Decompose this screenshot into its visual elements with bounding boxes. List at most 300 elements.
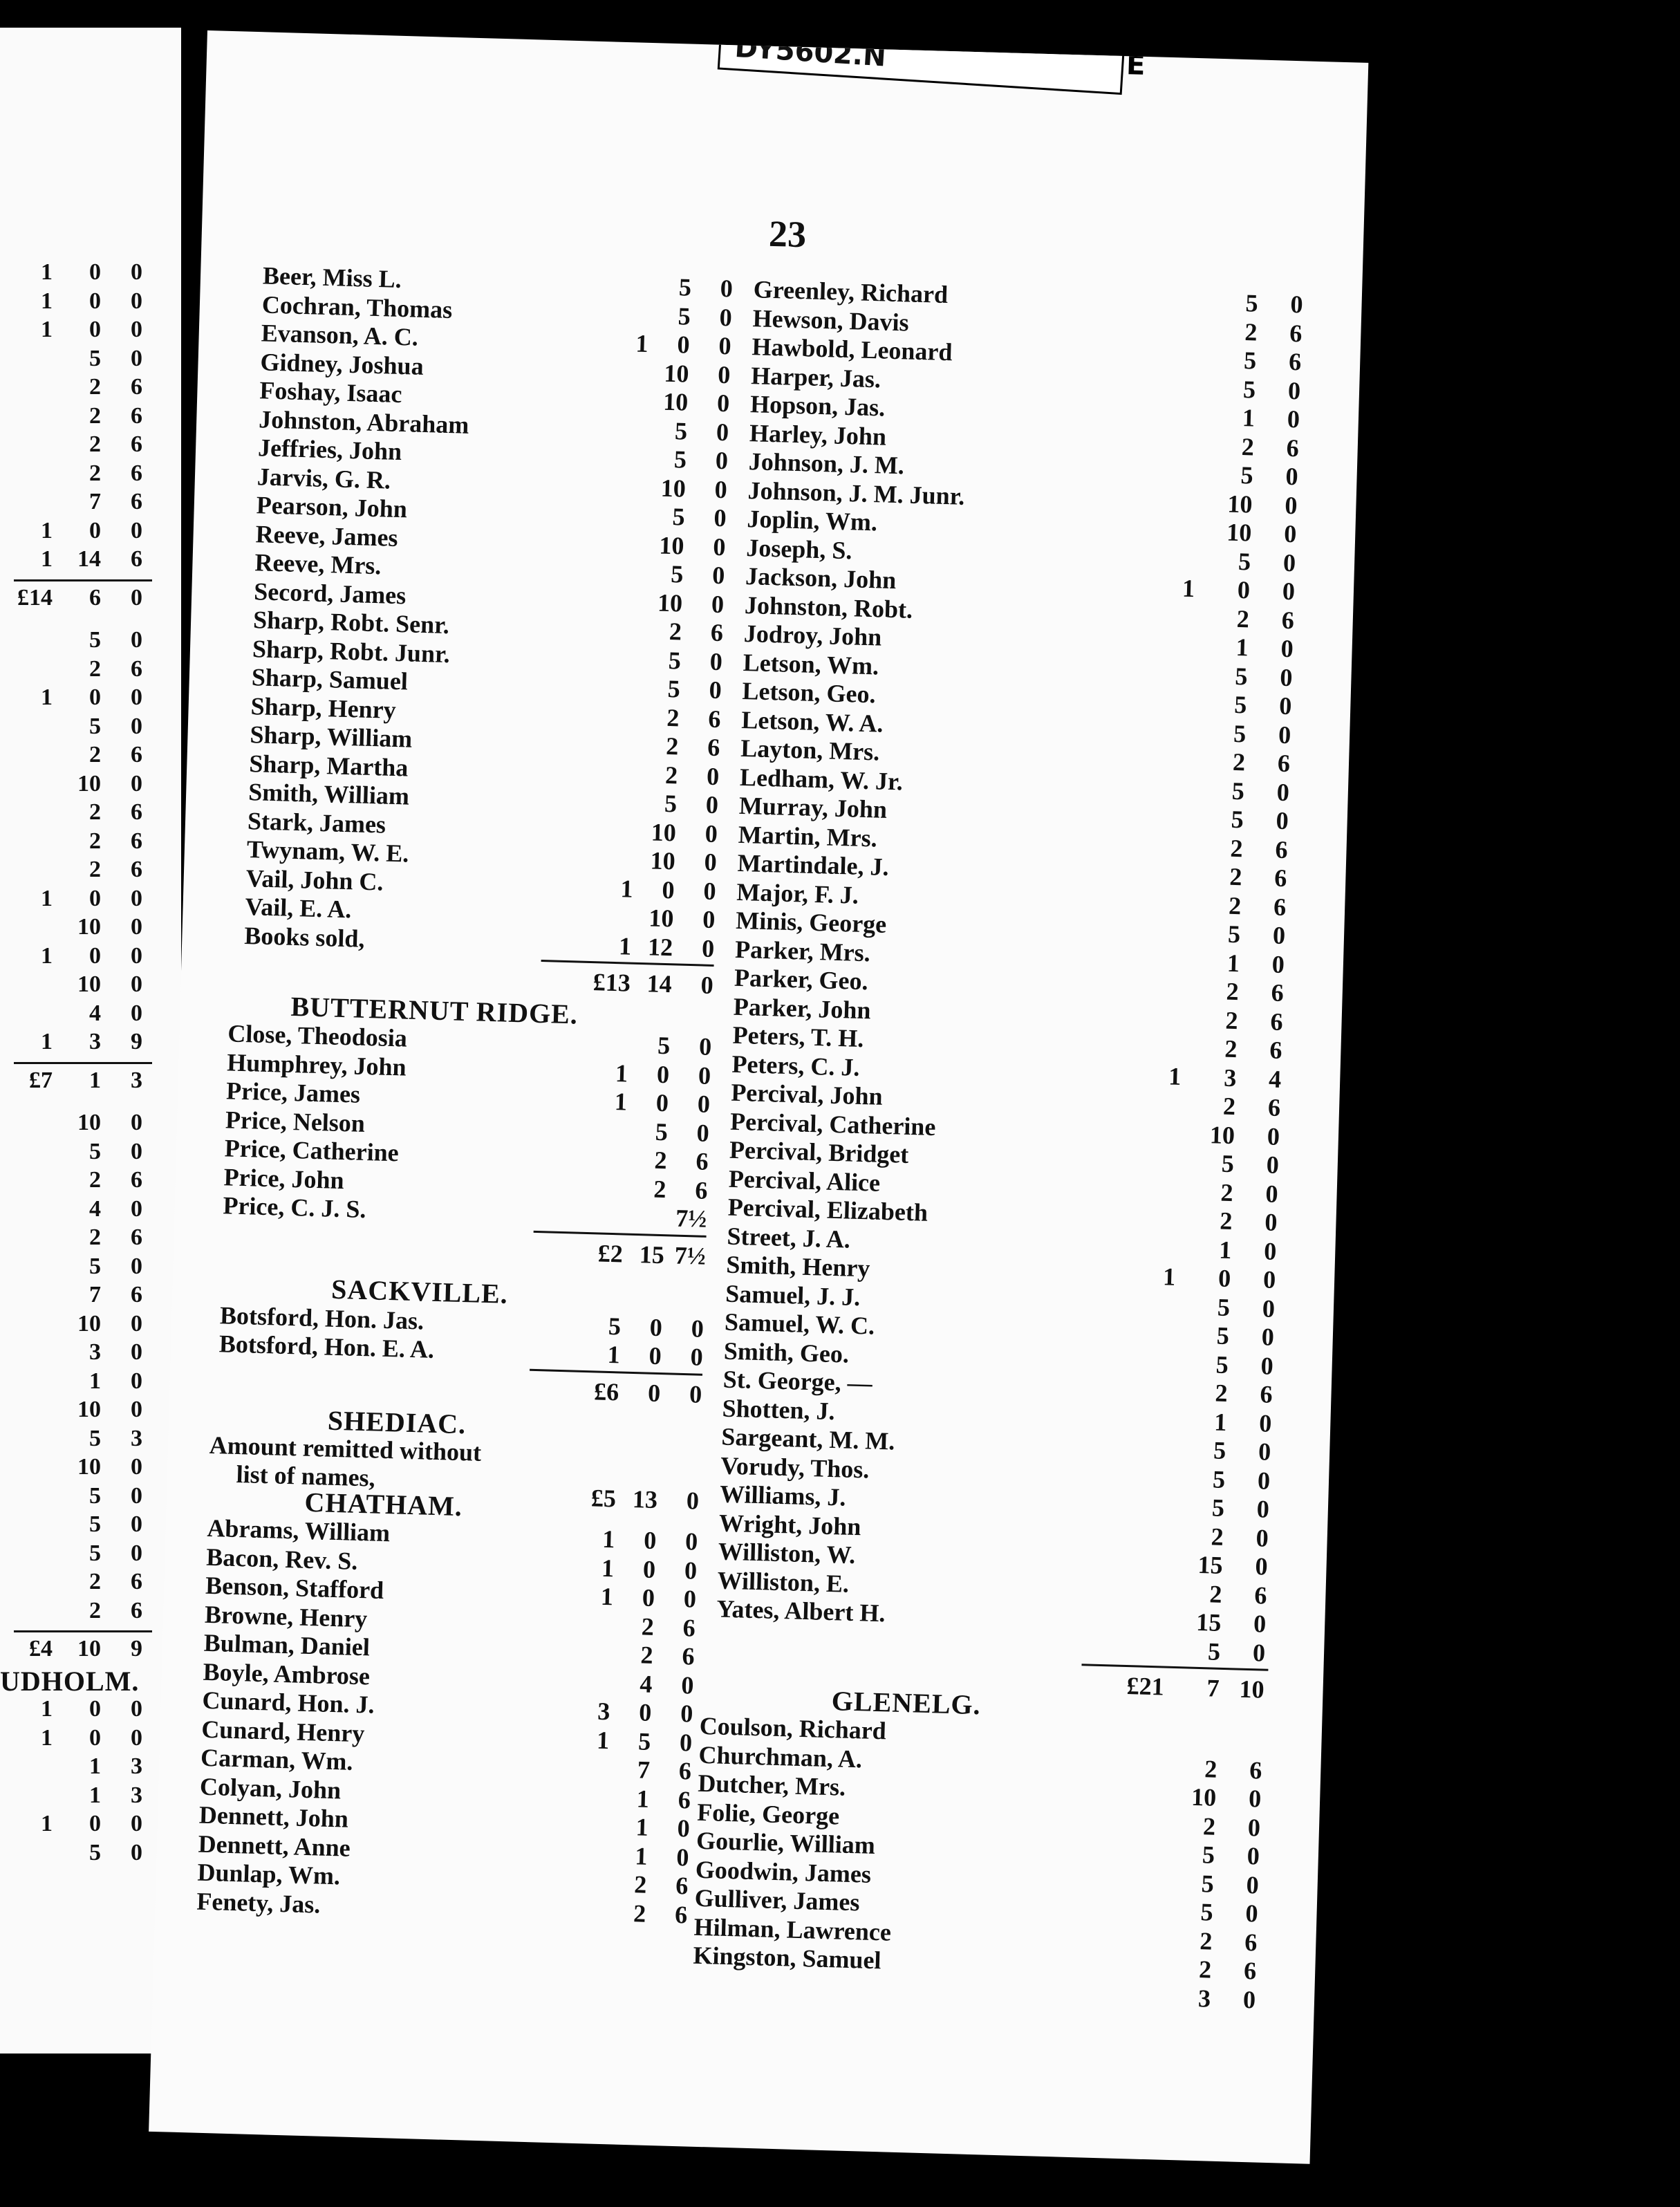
facing-pence: 0 xyxy=(131,942,142,969)
facing-pounds: 1 xyxy=(41,685,53,710)
amount-pence: 6 xyxy=(674,1900,688,1928)
amount-pounds: £13 xyxy=(592,968,631,997)
entry-name: Hawbold, Leonard xyxy=(751,333,953,366)
amount-shillings: 5 xyxy=(1238,547,1251,575)
entry-name: Gulliver, James xyxy=(694,1883,861,1917)
amount-pence: 0 xyxy=(698,1032,712,1061)
amount-shillings: 4 xyxy=(639,1669,653,1698)
amount-shillings: 2 xyxy=(1236,604,1250,633)
facing-shillings: 2 xyxy=(89,374,101,400)
facing-pounds: 1 xyxy=(41,942,53,969)
amount-pence: 0 xyxy=(1265,1179,1279,1208)
amount-shillings: 5 xyxy=(1233,719,1247,747)
entry-name: Parker, Mrs. xyxy=(734,935,871,967)
amount-pounds: 1 xyxy=(607,1340,621,1369)
entry-name: Price, C. J. S. xyxy=(223,1191,366,1224)
entry-name: Coulson, Richard xyxy=(699,1711,887,1745)
facing-pence: 0 xyxy=(131,685,142,710)
amount-shillings: 2 xyxy=(1244,317,1258,346)
amount-pence: 6 xyxy=(1244,1928,1258,1956)
entry-name: Sharp, William xyxy=(250,720,413,753)
entry-name: Johnston, Abraham xyxy=(258,404,469,439)
facing-shillings: 2 xyxy=(89,402,101,429)
amount-pounds: 1 xyxy=(601,1554,615,1582)
amount-shillings: 5 xyxy=(670,560,684,588)
amount-pounds: £5 xyxy=(590,1484,617,1513)
amount-pence: 6 xyxy=(694,1175,709,1204)
entry-name: Humphrey, John xyxy=(226,1047,407,1081)
amount-pence: 6 xyxy=(1249,1756,1262,1785)
amount-pence: 0 xyxy=(1242,1985,1256,2013)
amount-pence: 0 xyxy=(691,1314,704,1343)
facing-shillings: 6 xyxy=(89,584,101,611)
entry-name: Smith, William xyxy=(248,778,410,810)
amount-shillings: 0 xyxy=(677,330,691,359)
facing-shillings: 5 xyxy=(89,1425,101,1451)
section-heading-glenelg: GLENELG. xyxy=(831,1684,982,1720)
entry-name: Dunlap, Wm. xyxy=(197,1858,341,1890)
amount-pence: 0 xyxy=(705,790,719,819)
facing-shillings: 5 xyxy=(89,345,101,371)
amount-pence: 6 xyxy=(707,705,722,733)
amount-pence: 0 xyxy=(1253,1610,1267,1638)
facing-shillings: 2 xyxy=(89,460,101,486)
entry-name: Benson, Stafford xyxy=(205,1571,384,1604)
facing-shillings: 4 xyxy=(89,1195,101,1222)
entry-name: Yates, Albert H. xyxy=(716,1594,886,1628)
facing-shillings: 0 xyxy=(89,317,101,342)
amount-pence: 6 xyxy=(682,1642,696,1670)
facing-pounds: 1 xyxy=(41,317,53,342)
shediac-line-2: list of names, xyxy=(236,1460,376,1492)
amount-shillings: 5 xyxy=(1200,1898,1214,1926)
facing-pence: 0 xyxy=(131,1110,142,1135)
facing-pence: 0 xyxy=(131,1253,142,1279)
amount-pounds: 1 xyxy=(620,874,634,903)
entry-name: Fenety, Jas. xyxy=(196,1887,321,1919)
facing-pence: 6 xyxy=(131,1167,142,1193)
facing-shillings: 5 xyxy=(89,1138,101,1164)
amount-pence: 0 xyxy=(1262,1294,1276,1323)
entry-name: Peters, T. H. xyxy=(732,1021,864,1053)
facing-shillings: 0 xyxy=(89,1724,101,1751)
amount-pence: 0 xyxy=(1276,806,1289,835)
amount-pence: 0 xyxy=(709,647,723,676)
facing-shillings: 2 xyxy=(89,828,101,854)
facing-page xyxy=(0,28,181,2054)
amount-shillings: 5 xyxy=(678,301,691,330)
entry-name: Sargeant, M. M. xyxy=(720,1422,895,1455)
entry-name: Churchman, A. xyxy=(698,1740,863,1773)
facing-shillings: 0 xyxy=(89,517,101,543)
facing-pence: 0 xyxy=(131,517,142,543)
entry-name: Foshay, Isaac xyxy=(259,376,403,409)
section-heading-sackville: SACKVILLE. xyxy=(330,1273,509,1310)
entry-name: Secord, James xyxy=(253,577,407,609)
facing-shillings: 3 xyxy=(89,1029,101,1054)
entry-name: Sharp, Henry xyxy=(250,691,397,724)
entry-name: Johnson, J. M. xyxy=(748,447,905,480)
facing-pence: 6 xyxy=(131,546,142,572)
entry-name: Boyle, Ambrose xyxy=(203,1657,371,1690)
entry-name: Hewson, Davis xyxy=(752,304,910,336)
facing-pence: 9 xyxy=(131,1029,142,1054)
amount-shillings: 15 xyxy=(1197,1550,1224,1579)
amount-shillings: 10 xyxy=(1226,489,1253,518)
entry-name: Bulman, Daniel xyxy=(203,1628,371,1661)
amount-shillings: 10 xyxy=(662,387,689,416)
amount-pence: 0 xyxy=(714,475,728,503)
amount-pence: 0 xyxy=(1283,519,1297,548)
facing-shillings: 3 xyxy=(89,1339,101,1365)
facing-shillings: 7 xyxy=(89,489,101,514)
facing-rule xyxy=(14,1062,152,1064)
amount-pence: 0 xyxy=(704,848,718,877)
entry-name: Major, F. J. xyxy=(736,877,859,909)
amount-pence: 0 xyxy=(696,1118,710,1147)
amount-shillings: 1 xyxy=(636,1784,650,1813)
amount-shillings: 1 xyxy=(1242,404,1256,432)
amount-pounds: £21 xyxy=(1126,1672,1165,1701)
amount-pence: 0 xyxy=(1264,1208,1278,1236)
facing-pounds: 1 xyxy=(41,517,53,543)
amount-pence: 6 xyxy=(682,1613,696,1642)
amount-pence: 0 xyxy=(1258,1408,1272,1437)
amount-shillings: 0 xyxy=(655,1088,669,1117)
entry-name: Parker, Geo. xyxy=(734,963,869,996)
entry-name: Pearson, John xyxy=(256,491,408,523)
amount-pence: 0 xyxy=(1282,577,1296,606)
facing-pence: 0 xyxy=(131,1397,142,1422)
facing-shillings: 10 xyxy=(77,770,101,797)
amount-shillings: 10 xyxy=(650,846,676,875)
facing-shillings: 10 xyxy=(77,1310,101,1337)
amount-pence: 0 xyxy=(1261,1323,1275,1351)
amount-shillings: 7 xyxy=(637,1756,651,1784)
facing-pence: 6 xyxy=(131,1597,142,1623)
entry-name: Harley, John xyxy=(749,418,887,451)
entry-name: Cunard, Henry xyxy=(200,1715,365,1747)
amount-pence: 0 xyxy=(684,1527,698,1556)
amount-pence: 0 xyxy=(1262,1265,1276,1294)
facing-pence: 0 xyxy=(131,1454,142,1480)
entry-name: Close, Theodosia xyxy=(227,1019,408,1052)
amount-shillings: 2 xyxy=(654,1146,668,1175)
facing-shillings: 1 xyxy=(89,1782,101,1808)
entry-name: Price, James xyxy=(225,1077,361,1108)
entry-name: Goodwin, James xyxy=(695,1855,872,1888)
amount-pence: 6 xyxy=(1243,1956,1257,1985)
amount-pence: 0 xyxy=(680,1700,693,1728)
amount-pounds: 5 xyxy=(608,1312,622,1340)
section-heading-butternut-ridge: BUTTERNUT RIDGE. xyxy=(290,990,579,1030)
amount-pence: 0 xyxy=(1257,1466,1271,1495)
facing-shillings: 2 xyxy=(89,1167,101,1193)
amount-shillings: 1 xyxy=(1213,1407,1227,1436)
facing-pence: 6 xyxy=(131,1282,142,1307)
amount-pence: 6 xyxy=(1288,347,1302,376)
facing-shillings: 2 xyxy=(89,1597,101,1623)
facing-pence: 0 xyxy=(131,1482,142,1509)
facing-pence: 6 xyxy=(131,489,142,514)
facing-pence: 0 xyxy=(131,1310,142,1337)
entry-name: Jodroy, John xyxy=(743,620,882,651)
amount-pence: 0 xyxy=(1285,462,1299,491)
facing-pence: 0 xyxy=(131,1195,142,1222)
amount-pence: 0 xyxy=(1252,1638,1266,1667)
entry-name: Parker, John xyxy=(733,992,872,1024)
amount-pence: 0 xyxy=(1244,1899,1259,1928)
facing-shillings: 2 xyxy=(89,742,101,767)
amount-shillings: 2 xyxy=(1222,1092,1236,1121)
amount-pence: 0 xyxy=(1256,1523,1269,1552)
amount-pence: 6 xyxy=(1271,978,1285,1007)
entry-name: Percival, Elizabeth xyxy=(727,1193,928,1227)
entry-name: Cochran, Thomas xyxy=(261,290,453,324)
amount-shillings: 15 xyxy=(1195,1608,1222,1637)
amount-pence: 0 xyxy=(1247,1842,1260,1870)
entry-name: Williams, J. xyxy=(719,1480,847,1511)
facing-pence: 6 xyxy=(131,1569,142,1594)
amount-pounds: 1 xyxy=(1168,1061,1182,1090)
facing-pounds: £4 xyxy=(29,1636,53,1661)
amount-shillings: 2 xyxy=(1219,1207,1233,1236)
amount-shillings: 7 xyxy=(1206,1674,1220,1702)
amount-pence: 0 xyxy=(697,1090,711,1118)
amount-pence: 0 xyxy=(1266,1151,1280,1179)
amount-pounds: 1 xyxy=(615,1059,628,1088)
entry-name: Vail, John C. xyxy=(245,864,384,896)
facing-pence: 0 xyxy=(131,914,142,940)
entry-name: Botsford, Hon. E. A. xyxy=(218,1330,435,1363)
facing-pence: 3 xyxy=(131,1782,142,1808)
amount-pence: 0 xyxy=(1260,1351,1274,1380)
amount-shillings: 10 xyxy=(648,904,674,933)
amount-shillings: 5 xyxy=(637,1726,651,1756)
amount-pence: 0 xyxy=(1247,1813,1261,1842)
amount-pence: 0 xyxy=(679,1728,693,1757)
entry-name: Abrams, William xyxy=(206,1514,391,1547)
amount-shillings: 2 xyxy=(1211,1522,1224,1551)
amount-pence: 0 xyxy=(1287,376,1301,404)
entry-name: Browne, Henry xyxy=(204,1600,368,1632)
amount-pence: 0 xyxy=(1258,1437,1271,1466)
facing-pounds: 1 xyxy=(41,1029,53,1054)
amount-pence: 0 xyxy=(689,1379,702,1408)
amount-pence: 6 xyxy=(1273,893,1287,921)
amount-shillings: 0 xyxy=(642,1583,655,1612)
entry-name: Kingston, Samuel xyxy=(692,1941,882,1975)
amount-pence: 0 xyxy=(1282,548,1296,577)
entry-name: Samuel, W. C. xyxy=(724,1307,875,1340)
entry-name: Evanson, A. C. xyxy=(261,319,419,351)
amount-pence: 0 xyxy=(1248,1785,1262,1813)
amount-pence: 0 xyxy=(719,303,733,331)
amount-pence: 0 xyxy=(709,676,722,705)
amount-pence: 0 xyxy=(1284,491,1298,519)
entry-name: Price, Nelson xyxy=(225,1105,366,1137)
amount-pence: 6 xyxy=(696,1147,709,1175)
facing-shillings: 5 xyxy=(89,1511,101,1537)
amount-shillings: 5 xyxy=(1216,1321,1230,1350)
entry-name: Joseph, S. xyxy=(745,533,852,564)
facing-pounds: 1 xyxy=(41,885,53,911)
amount-pence: 0 xyxy=(698,1061,711,1090)
entry-name: Stark, James xyxy=(247,806,386,839)
amount-pence: 0 xyxy=(1289,290,1304,319)
entry-name: Smith, Geo. xyxy=(723,1337,850,1368)
amount-shillings: 5 xyxy=(1202,1841,1215,1869)
entry-name: Folie, George xyxy=(696,1798,840,1830)
amount-shillings: 5 xyxy=(1231,805,1244,834)
amount-pence: 0 xyxy=(717,360,731,389)
amount-shillings: 2 xyxy=(633,1899,646,1928)
facing-pounds: 1 xyxy=(41,1811,53,1836)
facing-pounds: 1 xyxy=(41,1696,53,1722)
amount-pence: 0 xyxy=(716,389,730,418)
entry-name: Hilman, Lawrence xyxy=(693,1912,892,1946)
entry-name: St. George, — xyxy=(722,1365,873,1397)
amount-pence: 6 xyxy=(678,1757,692,1785)
entry-name: Samuel, J. J. xyxy=(725,1279,861,1311)
facing-rule xyxy=(14,579,152,581)
amount-pounds: 1 xyxy=(1182,574,1195,603)
facing-pounds: £7 xyxy=(29,1067,53,1093)
facing-shillings: 0 xyxy=(89,1696,101,1722)
facing-pence: 0 xyxy=(131,288,142,314)
facing-shillings: 2 xyxy=(89,431,101,457)
entry-name: Greenley, Richard xyxy=(753,275,949,309)
amount-shillings: 1 xyxy=(1235,633,1249,662)
amount-shillings: 0 xyxy=(1237,575,1251,604)
entry-name: Layton, Mrs. xyxy=(740,734,880,766)
amount-shillings: 5 xyxy=(1213,1436,1226,1464)
amount-shillings: 2 xyxy=(1204,1754,1217,1783)
amount-shillings: 5 xyxy=(678,273,692,301)
entry-name: Beer, Miss L. xyxy=(262,261,402,293)
amount-shillings: 2 xyxy=(1229,862,1242,891)
amount-pence: 0 xyxy=(701,933,715,962)
facing-pence: 6 xyxy=(131,857,142,882)
amount-pence: 0 xyxy=(1267,1121,1280,1151)
entry-name: Dennett, Anne xyxy=(198,1829,351,1862)
entry-name: Bacon, Rev. S. xyxy=(205,1543,358,1575)
amount-pence: 0 xyxy=(716,418,729,446)
amount-pence: 0 xyxy=(1256,1495,1270,1523)
amount-pence: 0 xyxy=(1278,691,1292,720)
amount-pence: 6 xyxy=(675,1871,689,1900)
facing-shillings: 2 xyxy=(89,1569,101,1594)
amount-shillings: 5 xyxy=(672,503,686,531)
entry-name: Cunard, Hon. J. xyxy=(202,1686,375,1719)
amount-shillings: 2 xyxy=(653,1175,667,1203)
amount-pence: 0 xyxy=(712,532,727,561)
amount-pence: 0 xyxy=(720,274,734,303)
entry-name: Murray, John xyxy=(738,791,888,823)
amount-shillings: 5 xyxy=(1211,1493,1225,1522)
amount-pence: 0 xyxy=(677,1814,691,1843)
amount-shillings: 2 xyxy=(1202,1812,1216,1841)
facing-pence: 6 xyxy=(131,799,142,825)
entry-name: Carman, Wm. xyxy=(200,1743,354,1776)
amount-shillings: 10 xyxy=(1191,1782,1217,1812)
facing-pence: 0 xyxy=(131,1811,142,1836)
amount-shillings: 0 xyxy=(1217,1264,1231,1293)
amount-pence: 6 xyxy=(1253,1581,1267,1610)
section-heading-chatham: CHATHAM. xyxy=(304,1486,463,1522)
amount-shillings: 5 xyxy=(1242,375,1256,404)
facing-shillings: 10 xyxy=(77,1110,101,1135)
amount-pence: 6 xyxy=(707,733,720,762)
facing-pounds: £14 xyxy=(17,584,53,611)
amount-pounds: 1 xyxy=(618,931,632,960)
amount-pence: 0 xyxy=(711,561,725,590)
amount-shillings: 5 xyxy=(1221,1149,1235,1178)
entry-name: Botsford, Hon. Jas. xyxy=(219,1301,424,1334)
amount-shillings: 0 xyxy=(638,1698,652,1726)
amount-shillings: 0 xyxy=(648,1341,662,1370)
amount-shillings: 5 xyxy=(1207,1637,1221,1666)
facing-shillings: 5 xyxy=(89,713,101,739)
facing-shillings: 1 xyxy=(89,1753,101,1779)
amount-pounds: 1 xyxy=(635,329,649,357)
amount-pence: 0 xyxy=(718,331,732,360)
facing-pence: 0 xyxy=(131,1724,142,1751)
facing-shillings: 10 xyxy=(77,914,101,940)
entry-name: Percival, John xyxy=(730,1078,884,1110)
amount-shillings: 1 xyxy=(635,1813,649,1841)
amount-pence: 4 xyxy=(1268,1064,1282,1093)
amount-shillings: 5 xyxy=(1240,460,1254,490)
amount-shillings: 2 xyxy=(1226,977,1240,1006)
amount-shillings: 10 xyxy=(1226,518,1252,547)
amount-shillings: 0 xyxy=(643,1526,657,1554)
facing-pounds: 1 xyxy=(41,288,53,314)
catalog-corner: E xyxy=(1126,49,1146,82)
amount-shillings: 5 xyxy=(664,789,678,818)
amount-pence: 0 xyxy=(700,971,714,999)
facing-shillings: 4 xyxy=(89,1000,101,1026)
amount-shillings: 1 xyxy=(1218,1236,1232,1264)
entry-name: Smith, Henry xyxy=(725,1250,870,1283)
amount-shillings: 0 xyxy=(642,1554,656,1583)
facing-shillings: 5 xyxy=(89,1253,101,1279)
amount-shillings: 5 xyxy=(1217,1293,1231,1321)
entry-name: Street, J. A. xyxy=(727,1222,851,1254)
amount-pence: 6 xyxy=(1277,749,1291,778)
entry-name: Percival, Bridget xyxy=(729,1135,909,1168)
entry-name: Sharp, Martha xyxy=(248,749,409,782)
amount-shillings: 0 xyxy=(662,875,675,904)
amount-shillings: 2 xyxy=(1208,1579,1222,1608)
amount-shillings: 2 xyxy=(1225,1006,1239,1034)
facing-pence: 0 xyxy=(131,713,142,739)
entry-name: Sharp, Samuel xyxy=(251,663,409,696)
amount-shillings: 12 xyxy=(647,932,673,961)
amount-pence: 0 xyxy=(683,1585,697,1613)
amount-pounds: £2 xyxy=(597,1238,624,1267)
facing-pence: 6 xyxy=(131,374,142,400)
amount-shillings: 2 xyxy=(1228,891,1242,920)
facing-pence: 6 xyxy=(131,828,142,854)
amount-shillings: 2 xyxy=(1230,834,1244,862)
facing-shillings: 14 xyxy=(77,546,101,572)
amount-shillings: 5 xyxy=(655,1117,669,1146)
facing-shillings: 0 xyxy=(89,942,101,969)
facing-shillings: 10 xyxy=(77,1454,101,1480)
entry-name: Martin, Mrs. xyxy=(738,820,878,852)
facing-shillings: 5 xyxy=(89,1839,101,1865)
